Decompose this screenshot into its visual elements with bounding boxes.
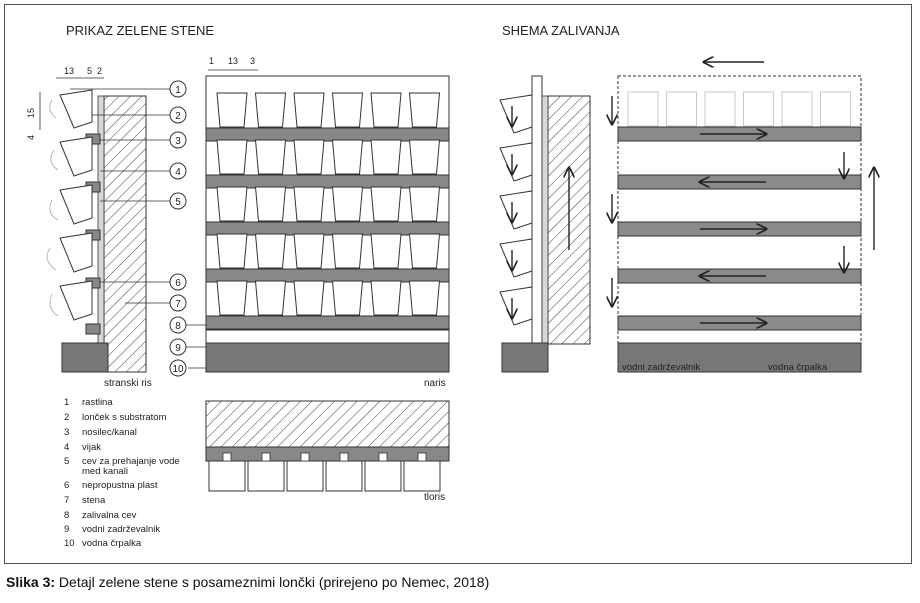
front-pot	[410, 234, 440, 268]
front-pot	[217, 187, 247, 221]
legend-num-1: 1	[64, 397, 70, 408]
front-pot	[371, 93, 401, 127]
plan-screw	[301, 453, 309, 461]
front-pot	[217, 281, 247, 315]
front-pot	[410, 93, 440, 127]
front-pot	[294, 140, 324, 174]
legend-num-3: 3	[64, 427, 70, 438]
caption-text: Detajl zelene stene s posameznimi lončki (prirejeno po Nemec, 2018)	[55, 574, 490, 590]
legend-text-5b: med kanali	[82, 466, 128, 477]
dim-13: 13	[64, 66, 75, 76]
front-pot	[371, 187, 401, 221]
legend-text-5: cev za prehajanje vode	[82, 456, 180, 467]
front-channel	[206, 222, 449, 235]
plan-pot	[248, 461, 284, 491]
legend-text-7: stena	[82, 495, 106, 506]
plan-pot	[287, 461, 323, 491]
dim-5: 5	[87, 66, 93, 76]
dim-front-13: 13	[228, 56, 239, 66]
legend-num-4: 4	[64, 442, 70, 453]
front-pot	[256, 281, 286, 315]
dim-2: 2	[97, 66, 103, 76]
side-reservoir	[62, 343, 108, 372]
front-pot	[371, 140, 401, 174]
label-reservoir: vodni zadrževalnik	[622, 362, 701, 373]
front-pot	[294, 234, 324, 268]
callout-8: 8	[175, 321, 181, 332]
legend-num-10: 10	[64, 538, 75, 549]
legend-num-6: 6	[64, 480, 70, 491]
legend-text-8: zalivalna cev	[82, 510, 137, 521]
legend-text-1: rastlina	[82, 397, 113, 408]
callout-5: 5	[175, 197, 181, 208]
front-dimensions	[208, 56, 258, 70]
front-pot	[256, 234, 286, 268]
front-pot	[294, 281, 324, 315]
plan-view	[206, 401, 449, 503]
legend-num-5: 5	[64, 456, 70, 467]
irrigation-side-view	[500, 76, 590, 372]
plan-screw	[418, 453, 426, 461]
front-pot	[294, 93, 324, 127]
front-channel	[206, 316, 449, 329]
front-channel	[206, 175, 449, 188]
front-pot	[333, 93, 363, 127]
legend-num-7: 7	[64, 495, 70, 506]
front-pot	[256, 140, 286, 174]
plan-pot	[365, 461, 401, 491]
front-pot	[217, 93, 247, 127]
irrigation-front-view	[612, 62, 874, 373]
plan-screw	[340, 453, 348, 461]
side-pots	[60, 90, 100, 334]
callout-3: 3	[175, 136, 181, 147]
title-left: PRIKAZ ZELENE STENE	[66, 23, 215, 38]
dim-front-1: 1	[209, 56, 215, 66]
legend	[64, 397, 180, 549]
callout-9: 9	[175, 343, 181, 354]
callout-2: 2	[175, 111, 181, 122]
plan-channel	[206, 447, 449, 461]
front-pot	[256, 93, 286, 127]
label-plan-view: tloris	[424, 492, 446, 503]
callout-7: 7	[175, 299, 181, 310]
plan-pot	[404, 461, 440, 491]
title-right: SHEMA ZALIVANJA	[502, 23, 620, 38]
label-pump: vodna črpalka	[768, 362, 828, 373]
front-pot	[333, 140, 363, 174]
front-pot	[333, 187, 363, 221]
plan-pot	[326, 461, 362, 491]
figure-caption	[6, 574, 489, 590]
legend-num-2: 2	[64, 412, 70, 423]
legend-num-9: 9	[64, 524, 70, 535]
dim-front-3: 3	[250, 56, 256, 66]
side-plants	[47, 100, 58, 316]
legend-text-4: vijak	[82, 442, 102, 453]
front-pot	[294, 187, 324, 221]
plan-pot	[209, 461, 245, 491]
front-view	[206, 56, 449, 389]
front-reservoir	[206, 343, 449, 372]
plan-screw	[223, 453, 231, 461]
irrigation-riser-pipe	[532, 76, 542, 370]
front-pot	[256, 187, 286, 221]
front-pot	[371, 234, 401, 268]
plan-screw	[379, 453, 387, 461]
side-wall	[104, 96, 146, 372]
front-pot	[410, 187, 440, 221]
front-pot	[217, 140, 247, 174]
front-pot	[371, 281, 401, 315]
front-channel	[206, 269, 449, 282]
front-pot	[410, 140, 440, 174]
legend-text-10: vodna črpalka	[82, 538, 142, 549]
callout-1: 1	[175, 85, 181, 96]
legend-text-9: vodni zadrževalnik	[82, 524, 161, 535]
front-pot	[410, 281, 440, 315]
callout-6: 6	[175, 278, 181, 289]
irrigation-membrane	[542, 96, 548, 344]
irrigation-side-reservoir	[502, 343, 548, 372]
legend-text-2: lonček s substratom	[82, 412, 167, 423]
callout-10: 10	[172, 364, 184, 375]
label-front-view: naris	[424, 378, 446, 389]
front-pot	[333, 281, 363, 315]
legend-text-6: nepropustna plast	[82, 480, 158, 491]
front-pot	[333, 234, 363, 268]
callout-4: 4	[175, 167, 181, 178]
legend-text-3: nosilec/kanal	[82, 427, 137, 438]
legend-num-8: 8	[64, 510, 70, 521]
dim-4: 4	[26, 134, 36, 140]
front-channel	[206, 128, 449, 141]
plan-screw	[262, 453, 270, 461]
dim-15: 15	[26, 107, 36, 118]
irrigation-side-pots	[500, 95, 532, 325]
front-pot	[217, 234, 247, 268]
plan-wall	[206, 401, 449, 447]
caption-prefix: Slika 3:	[6, 574, 56, 590]
label-side-view: stranski ris	[104, 378, 152, 389]
side-membrane	[98, 96, 104, 344]
